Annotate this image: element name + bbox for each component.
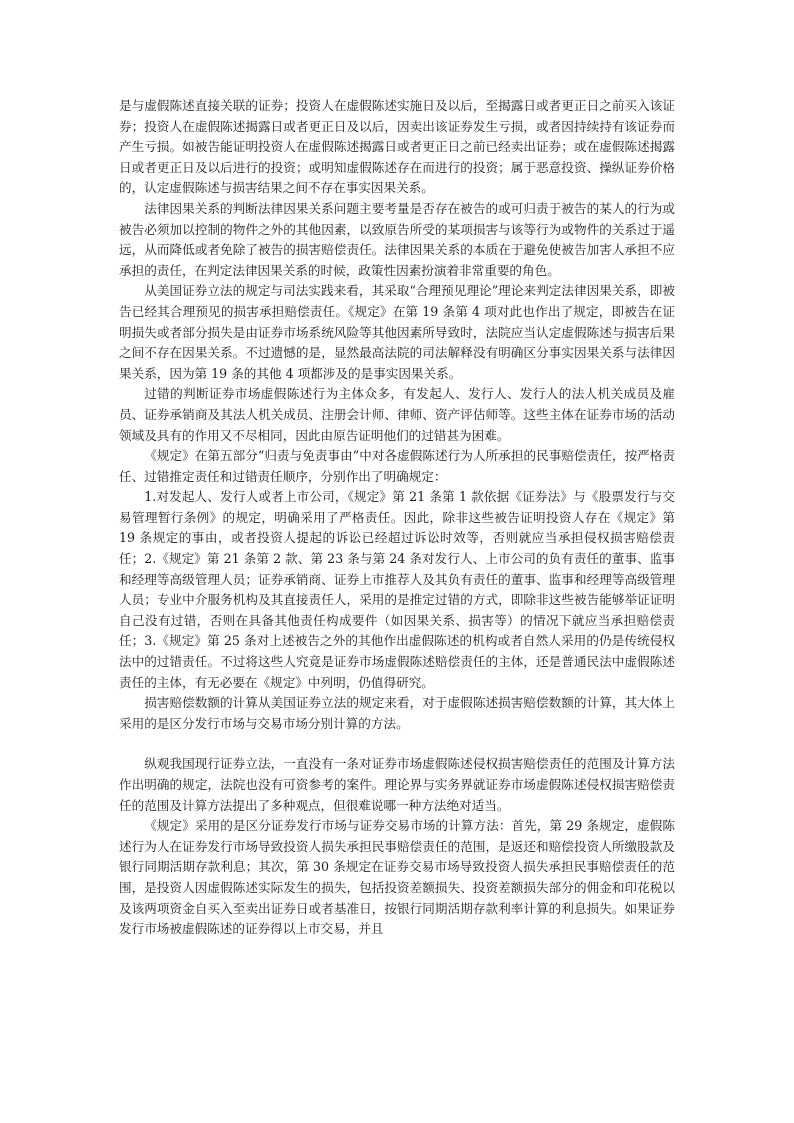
paragraph-6: 1.对发起人、发行人或者上市公司，《规定》第 21 条第 1 款依据《证券法》与《股票发行与交易管理暂行条例》的规定，明确采用了严格责任。因此，除非这些被告证明投资人存在《规定》第 19 条规定的事由，或者投资人提起的诉讼已经超过诉讼时效等，否则就应当承担侵权损害赔偿责任；2.《规定》第 21 条第 2 款、第 23 条与第 24 条对发行人、上市公司的负有责任的董事、监事和经理等高级管理人员；证券承销商、证券上市推荐人及其负有责任的董事、监事和经理等高级管理人员；专业中介服务机构及其直接责任人，采用的是推定过错的方式，即除非这些被告能够举证证明自己没有过错，否则在具备其他责任构成要件（如因果关系、损害等）的情况下就应当承担赔偿责任；3.《规定》第 25 条对上述被告之外的其他作出虚假陈述的机构或者自然人采用的仍是传统侵权法中的过错责任。不过将这些人究竟是证券市场虚假陈述赔偿责任的主体，还是普通民法中虚假陈述责任的主体，有无必要在《规定》中列明，仍值得研究。 [119,489,675,690]
paragraph-7: 损害赔偿数额的计算从美国证券立法的规定来看，对于虚假陈述损害赔偿数额的计算，其大体上采用的是区分发行市场与交易市场分别计算的方法。 [119,695,675,731]
paragraph-4: 过错的判断证券市场虚假陈述行为主体众多，有发起人、发行人、发行人的法人机关成员及雇员、证券承销商及其法人机关成员、注册会计师、律师、资产评估师等。这些主体在证券市场的活动领域及具有的作用又不尽相同，因此由原告证明他们的过错甚为困难。 [119,386,675,443]
document-body [119,96,675,940]
paragraph-3: 从美国证券立法的规定与司法实践来看，其采取“合理预见理论”理论来判定法律因果关系，即被告已经其合理预见的损害承担赔偿责任。《规定》在第 19 条第 4 项对此也作出了规定，即被告在证明损失或者部分损失是由证券市场系统风险等其他因素所导致时，法院应当认定虚假陈述与损害后果之间不存在因果关系。不过遗憾的是，显然最高法院的司法解释没有明确区分事实因果关系与法律因果关系，因为第 19 条的其他 4 项都涉及的是事实因果关系。 [119,283,675,381]
paragraph-8: 纵观我国现行证券立法，一直没有一条对证券市场虚假陈述侵权损害赔偿责任的范围及计算方法作出明确的规定，法院也没有可资参考的案件。理论界与实务界就证券市场虚假陈述侵权损害赔偿责任的范围及计算方法提出了多种观点，但很难说哪一种方法绝对适当。 [119,756,675,813]
paragraph-2: 法律因果关系的判断法律因果关系问题主要考量是否存在被告的或可归责于被告的某人的行为或被告必须加以控制的物件之外的其他因素，以致原告所受的某项损害与该等行为或物件的关系过于遥远，从而降低或者免除了被告的损害赔偿责任。法律因果关系的本质在于避免使被告加害人承担不应承担的责任，在判定法律因果关系的时候，政策性因素扮演着非常重要的角色。 [119,200,675,278]
paragraph-1: 是与虚假陈述直接关联的证券；投资人在虚假陈述实施日及以后，至揭露日或者更正日之前买入该证券；投资人在虚假陈述揭露日或者更正日及以后，因卖出该证券发生亏损，或者因持续持有该证券而产生亏损。如被告能证明投资人在虚假陈述揭露日或者更正日之前已经卖出证券；或在虚假陈述揭露日或者更正日及以后进行的投资；或明知虚假陈述存在而进行的投资；属于恶意投资、操纵证券价格的，认定虚假陈述与损害结果之间不存在事实因果关系。 [119,98,675,196]
paragraph-gap [119,734,675,754]
paragraph-5: 《规定》在第五部分“归责与免责事由”中对各虚假陈述行为人所承担的民事赔偿责任，按严格责任、过错推定责任和过错责任顺序，分别作出了明确规定： [119,448,675,484]
paragraph-9: 《规定》采用的是区分证券发行市场与证券交易市场的计算方法：首先，第 29 条规定，虚假陈述行为人在证券发行市场导致投资人损失承担民事赔偿责任的范围，是返还和赔偿投资人所缴股款及银行同期活期存款利息；其次，第 30 条规定在证券交易市场导致投资人损失承担民事赔偿责任的范围，是投资人因虚假陈述实际发生的损失，包括投资差额损失、投资差额损失部分的佣金和印花税以及该两项资金自买入至卖出证券日或者基准日，按银行同期活期存款利率计算的利息损失。如果证券发行市场被虚假陈述的证券得以上市交易，并且 [119,818,675,937]
